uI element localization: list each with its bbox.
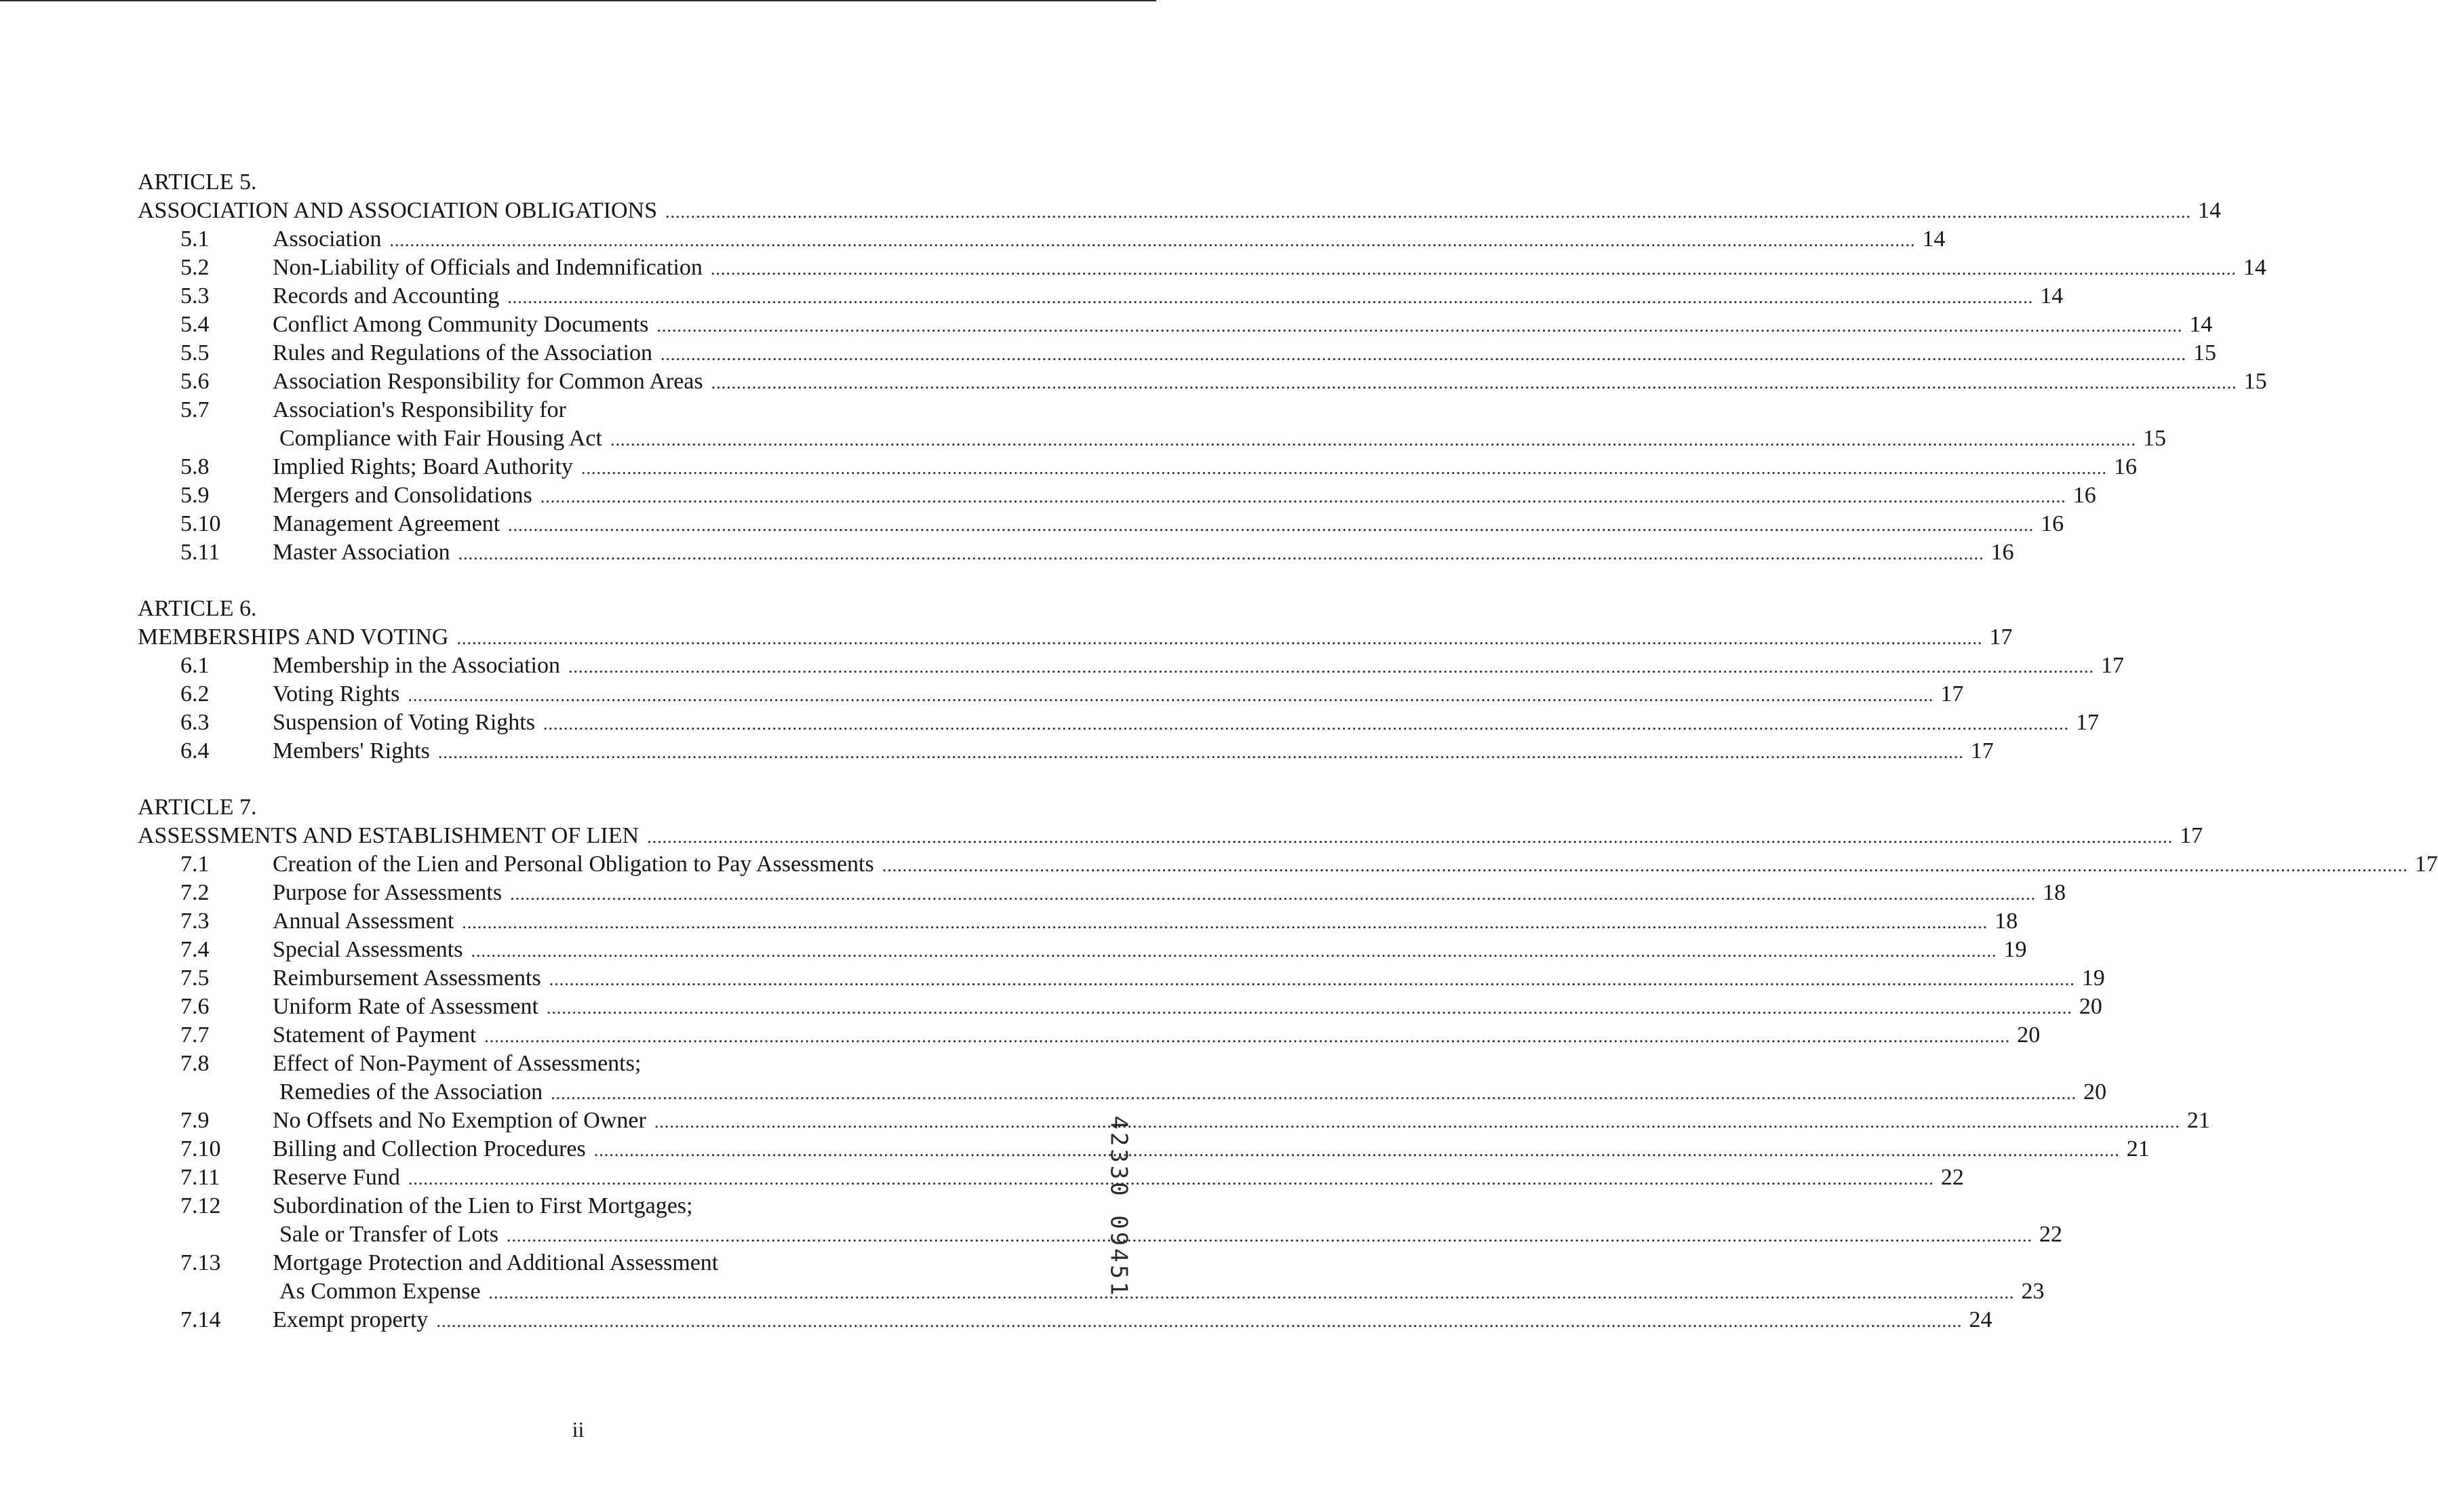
article-title-entry — [138, 822, 2203, 850]
page-reference: 14 — [2189, 312, 2213, 337]
dot-leader: ............................................................................................................................................................................................................................................................................................................ — [549, 970, 2075, 989]
dot-leader: ............................................................................................................................................................................................................................................................................................................ — [408, 685, 1934, 705]
section-title: Suspension of Voting Rights — [273, 710, 535, 735]
section-title: Mergers and Consolidations — [273, 483, 532, 508]
article-number: ARTICLE 7. — [138, 795, 257, 820]
entry-text-wrap — [273, 282, 2064, 312]
section-number: 5.3 — [180, 283, 210, 309]
toc-entry — [138, 1306, 1992, 1334]
page-reference: 16 — [2041, 511, 2064, 536]
page-reference: 14 — [1922, 226, 1946, 252]
entry-text-wrap — [279, 1277, 2045, 1307]
toc-entry — [138, 367, 2267, 396]
dot-leader: ............................................................................................................................................................................................................................................................................................................ — [882, 856, 2408, 875]
page-reference: 21 — [2126, 1136, 2150, 1161]
section-title: Membership in the Association — [273, 653, 561, 678]
dot-leader: ............................................................................................................................................................................................................................................................................................................ — [471, 941, 1997, 961]
section-number: 7.7 — [180, 1022, 210, 1048]
entry-text-wrap — [273, 1306, 1992, 1336]
section-number: 6.1 — [180, 653, 210, 678]
section-title: ASSESSMENTS AND ESTABLISHMENT OF LIEN — [138, 823, 640, 848]
page-reference: 14 — [2040, 283, 2064, 309]
entry-text-wrap — [273, 1163, 1964, 1193]
dot-leader: ............................................................................................................................................................................................................................................................................................................ — [508, 515, 2034, 535]
article-title-entry — [138, 623, 2013, 652]
dot-leader: ............................................................................................................................................................................................................................................................................................................ — [710, 259, 2237, 279]
section-title: Subordination of the Lien to First Mortgages; — [273, 1193, 693, 1218]
dot-leader: ............................................................................................................................................................................................................................................................................................................ — [506, 1226, 2032, 1246]
section-number: 5.7 — [180, 397, 210, 422]
dot-leader: ............................................................................................................................................................................................................................................................................................................ — [661, 344, 2186, 364]
entry-text-wrap — [273, 510, 2064, 540]
page-reference: 15 — [2193, 340, 2216, 365]
toc-entry — [138, 481, 2096, 510]
page-reference: 16 — [1990, 540, 2014, 565]
toc-entry — [138, 225, 1946, 254]
article-title-entry — [138, 197, 2221, 225]
toc-entry — [138, 993, 2102, 1021]
toc-entry — [138, 1163, 1964, 1192]
dot-leader: ............................................................................................................................................................................................................................................................................................................ — [568, 657, 2095, 677]
dot-leader: ............................................................................................................................................................................................................................................................................................................ — [488, 1283, 2015, 1302]
page-reference: 18 — [2043, 880, 2066, 905]
toc-entry — [138, 424, 2166, 453]
section-title: Remedies of the Association — [279, 1079, 543, 1105]
section-title: Association Responsibility for Common Areas — [273, 369, 703, 394]
toc-entry — [138, 1078, 2107, 1107]
section-title: Records and Accounting — [273, 283, 500, 309]
page-reference: 22 — [1940, 1165, 1964, 1190]
section-number: 5.11 — [180, 540, 220, 565]
toc-entry — [138, 964, 2105, 993]
entry-text-wrap — [273, 311, 2213, 340]
section-title: Non-Liability of Officials and Indemnification — [273, 255, 703, 280]
dot-leader: ............................................................................................................................................................................................................................................................................................................ — [593, 1140, 2120, 1160]
article-number: ARTICLE 6. — [138, 596, 257, 621]
section-title: Association — [273, 226, 382, 252]
dot-leader: ............................................................................................................................................................................................................................................................................................................ — [437, 742, 1964, 762]
entry-text-wrap — [138, 197, 2221, 226]
toc-entry — [138, 510, 2064, 538]
section-number: 5.10 — [180, 511, 221, 536]
section-title: Association's Responsibility for — [273, 397, 567, 422]
dot-leader: ............................................................................................................................................................................................................................................................................................................ — [456, 629, 1983, 648]
section-number: 7.5 — [180, 966, 210, 991]
toc-entry — [138, 1277, 2045, 1306]
dot-leader: ............................................................................................................................................................................................................................................................................................................ — [507, 287, 2034, 307]
top-border-line — [0, 0, 1156, 1]
dot-leader: ............................................................................................................................................................................................................................................................................................................ — [656, 316, 2183, 336]
entry-text-wrap — [138, 623, 2013, 653]
article-number: ARTICLE 5. — [138, 170, 257, 195]
section-number: 6.4 — [180, 738, 210, 763]
toc-entry — [138, 339, 2216, 367]
entry-text-wrap — [273, 1050, 982, 1078]
section-number: 7.14 — [180, 1307, 221, 1332]
section-title: Uniform Rate of Assessment — [273, 994, 538, 1019]
entry-text-wrap — [279, 1078, 2107, 1108]
page-reference: 23 — [2021, 1279, 2045, 1304]
dot-leader: ............................................................................................................................................................................................................................................................................................................ — [551, 1083, 2077, 1103]
section-title: Master Association — [273, 540, 450, 565]
document-stamp — [1099, 1115, 1139, 1298]
entry-text-wrap — [273, 879, 2066, 909]
dot-leader: ............................................................................................................................................................................................................................................................................................................ — [436, 1311, 1963, 1331]
section-title: Reserve Fund — [273, 1165, 400, 1190]
entry-text-wrap — [273, 396, 982, 424]
page-reference: 17 — [2075, 710, 2099, 735]
page-reference: 17 — [1940, 681, 1964, 707]
toc-entry — [138, 652, 2125, 680]
entry-text-wrap — [273, 481, 2096, 511]
dot-leader: ............................................................................................................................................................................................................................................................................................................ — [484, 1027, 2011, 1046]
toc-entry-line — [138, 396, 982, 424]
page-number: ii — [572, 1417, 585, 1441]
entry-text-wrap — [273, 993, 2102, 1022]
article-block — [138, 595, 2125, 765]
toc-entry — [138, 1135, 2150, 1163]
section-number: 7.10 — [180, 1136, 221, 1161]
dot-leader: ............................................................................................................................................................................................................................................................................................................ — [462, 913, 1988, 932]
entry-text-wrap — [273, 254, 2266, 283]
dot-leader: ............................................................................................................................................................................................................................................................................................................ — [654, 1112, 2180, 1132]
dot-leader: ............................................................................................................................................................................................................................................................................................................ — [408, 1169, 1934, 1189]
entry-text-wrap — [273, 453, 2137, 483]
toc-entry — [138, 538, 2014, 567]
section-number: 7.2 — [180, 880, 210, 905]
section-number: 5.6 — [180, 369, 210, 394]
dot-leader: ............................................................................................................................................................................................................................................................................................................ — [665, 202, 2191, 222]
section-title: No Offsets and No Exemption of Owner — [273, 1108, 646, 1133]
section-title: Sale or Transfer of Lots — [279, 1222, 498, 1247]
page-reference: 16 — [2113, 454, 2137, 479]
section-title: Voting Rights — [273, 681, 400, 707]
entry-text-wrap — [273, 652, 2125, 681]
page-reference: 22 — [2039, 1222, 2062, 1247]
page-reference: 20 — [2083, 1079, 2107, 1105]
stamp-number: 42330 09451 — [1105, 1115, 1133, 1298]
section-number: 7.9 — [180, 1108, 210, 1133]
section-title: Effect of Non-Payment of Assessments; — [273, 1051, 642, 1076]
entry-text-wrap — [273, 538, 2014, 568]
toc-entry — [138, 879, 2066, 907]
page-reference: 18 — [1994, 909, 2018, 934]
entry-text-wrap — [273, 907, 2018, 937]
dot-leader: ............................................................................................................................................................................................................................................................................................................ — [546, 998, 2072, 1018]
dot-leader: ............................................................................................................................................................................................................................................................................................................ — [458, 544, 1984, 563]
entry-text-wrap — [273, 1021, 2041, 1051]
toc-entry — [138, 1220, 2062, 1249]
page-reference: 17 — [1970, 738, 1994, 763]
entry-text-wrap — [273, 737, 1994, 767]
section-number: 6.3 — [180, 710, 210, 735]
section-title: Reimbursement Assessments — [273, 966, 541, 991]
entry-text-wrap — [273, 339, 2216, 369]
section-number: 5.9 — [180, 483, 210, 508]
section-number: 7.13 — [180, 1250, 221, 1275]
dot-leader: ............................................................................................................................................................................................................................................................................................................ — [389, 231, 1916, 250]
section-title: Statement of Payment — [273, 1022, 477, 1048]
entry-text-wrap — [273, 680, 1964, 710]
section-title: ASSOCIATION AND ASSOCIATION OBLIGATIONS — [138, 198, 657, 223]
entry-text-wrap — [279, 1220, 2062, 1250]
page-reference: 17 — [2180, 823, 2203, 848]
dot-leader: ............................................................................................................................................................................................................................................................................................................ — [711, 373, 2237, 393]
toc-entry — [138, 254, 2266, 282]
section-title: As Common Expense — [279, 1279, 481, 1304]
entry-text-wrap — [273, 1135, 2150, 1165]
page-reference: 17 — [2101, 653, 2125, 678]
toc-entry — [138, 850, 2438, 879]
toc-entry — [138, 311, 2213, 339]
section-title: Conflict Among Community Documents — [273, 312, 649, 337]
toc-entry — [138, 709, 2099, 737]
toc-entry — [138, 936, 2027, 964]
page-reference: 15 — [2142, 426, 2166, 451]
dot-leader: ............................................................................................................................................................................................................................................................................................................ — [540, 487, 2066, 506]
entry-text-wrap — [273, 936, 2027, 966]
section-number: 7.12 — [180, 1193, 221, 1218]
entry-text-wrap — [138, 822, 2203, 852]
entry-text-wrap — [273, 964, 2105, 994]
entry-text-wrap — [273, 367, 2267, 397]
section-number: 7.8 — [180, 1051, 210, 1076]
section-title: Management Agreement — [273, 511, 500, 536]
section-number: 5.1 — [180, 226, 210, 252]
dot-leader: ............................................................................................................................................................................................................................................................................................................ — [581, 458, 2107, 478]
toc-entry — [138, 680, 1964, 709]
page-reference: 16 — [2072, 483, 2096, 508]
toc-entry-line — [138, 1192, 982, 1220]
toc-entry-line — [138, 1249, 982, 1277]
toc-entry-line — [138, 1050, 982, 1078]
section-title: Annual Assessment — [273, 909, 454, 934]
dot-leader: ............................................................................................................................................................................................................................................................................................................ — [647, 827, 2174, 847]
section-number: 7.11 — [180, 1165, 220, 1190]
section-title: Rules and Regulations of the Association — [273, 340, 652, 365]
section-number: 7.6 — [180, 994, 210, 1019]
toc-entry — [138, 1107, 2210, 1135]
article-block — [138, 168, 2267, 567]
toc-entry — [138, 282, 2064, 311]
page-reference: 24 — [1969, 1307, 1992, 1332]
page-reference: 15 — [2243, 369, 2267, 394]
page-reference: 14 — [2243, 255, 2266, 280]
dot-leader: ............................................................................................................................................................................................................................................................................................................ — [510, 884, 2037, 904]
page-reference: 19 — [2003, 937, 2027, 962]
page-reference: 20 — [2017, 1022, 2041, 1048]
page-reference: 20 — [2079, 994, 2102, 1019]
section-title: Exempt property — [273, 1307, 429, 1332]
toc-entry — [138, 1021, 2041, 1050]
entry-text-wrap — [273, 225, 1946, 255]
section-number: 5.2 — [180, 255, 210, 280]
dot-leader: ............................................................................................................................................................................................................................................................................................................ — [543, 714, 2069, 734]
page-reference: 17 — [2414, 852, 2438, 877]
section-title: Creation of the Lien and Personal Obligation to Pay Assessments — [273, 852, 874, 877]
section-title: MEMBERSHIPS AND VOTING — [138, 624, 449, 650]
section-number: 5.4 — [180, 312, 210, 337]
entry-text-wrap — [273, 709, 2099, 738]
section-title: Purpose for Assessments — [273, 880, 503, 905]
page-reference: 19 — [2081, 966, 2105, 991]
entry-text-wrap — [273, 1249, 982, 1277]
section-number: 5.8 — [180, 454, 210, 479]
section-number: 5.5 — [180, 340, 210, 365]
section-title: Compliance with Fair Housing Act — [279, 426, 602, 451]
toc-entry — [138, 737, 1994, 765]
entry-text-wrap — [273, 1192, 982, 1220]
toc-entry — [138, 453, 2137, 481]
entry-text-wrap — [279, 424, 2166, 454]
entry-text-wrap — [273, 850, 2438, 880]
toc-entry — [138, 907, 2018, 936]
section-number: 7.4 — [180, 937, 210, 962]
section-number: 6.2 — [180, 681, 210, 707]
entry-text-wrap — [273, 1107, 2210, 1136]
page-reference: 14 — [2198, 198, 2221, 223]
page-reference: 17 — [1989, 624, 2013, 650]
section-title: Members' Rights — [273, 738, 430, 763]
section-title: Implied Rights; Board Authority — [273, 454, 573, 479]
page-reference: 21 — [2186, 1108, 2210, 1133]
section-number: 7.1 — [180, 852, 210, 877]
section-number: 7.3 — [180, 909, 210, 934]
section-title: Mortgage Protection and Additional Assessment — [273, 1250, 719, 1275]
section-title: Special Assessments — [273, 937, 463, 962]
section-title: Billing and Collection Procedures — [273, 1136, 586, 1161]
dot-leader: ............................................................................................................................................................................................................................................................................................................ — [610, 430, 2136, 450]
